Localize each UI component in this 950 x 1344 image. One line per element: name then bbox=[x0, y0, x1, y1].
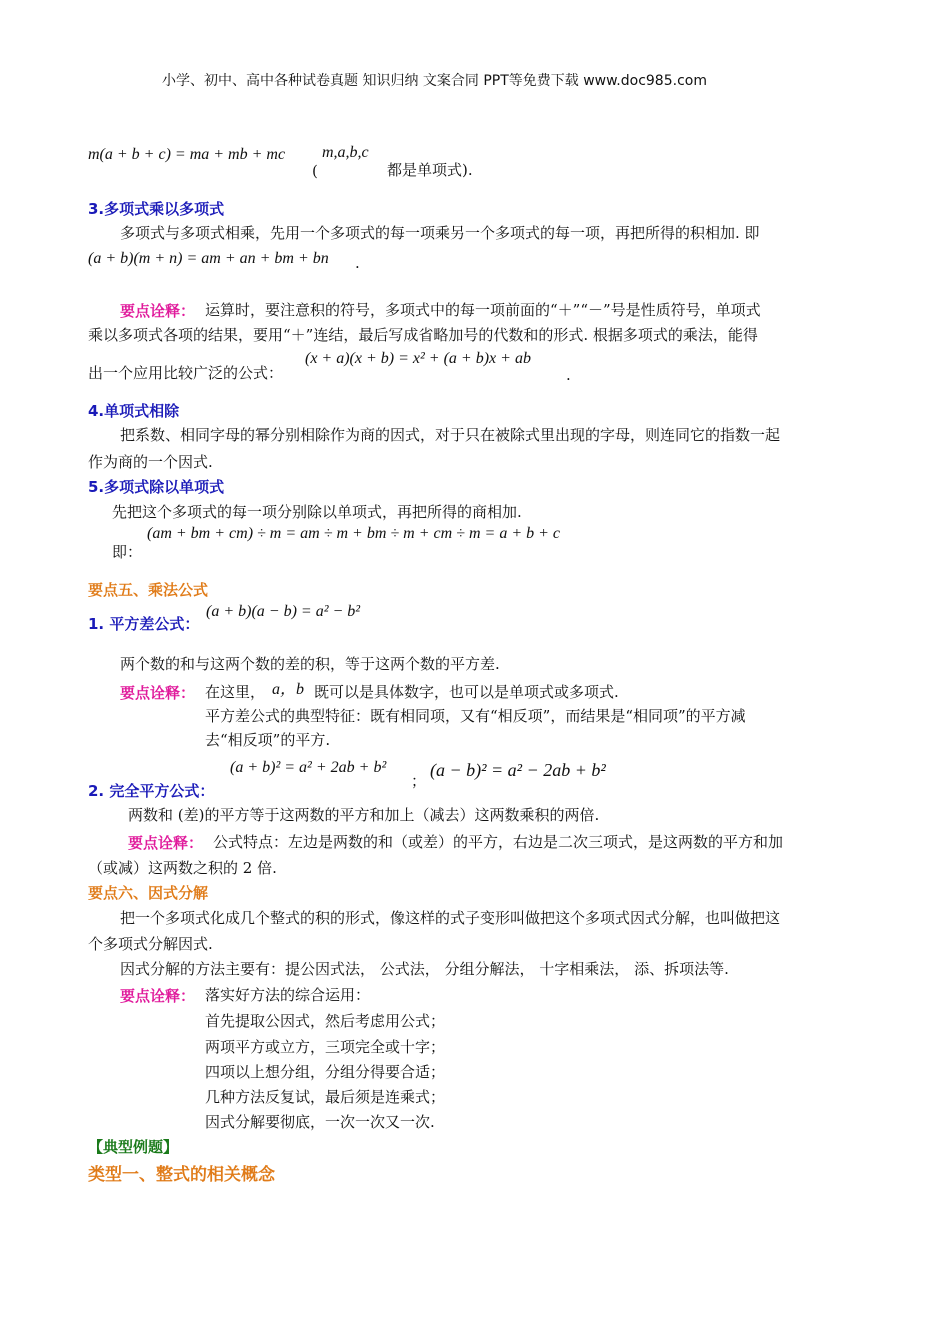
f1-note-line-1a: 在这里， bbox=[205, 683, 266, 701]
period: . bbox=[355, 254, 360, 272]
difference-of-squares-title: 1. 平方差公式： bbox=[88, 615, 200, 633]
section-3-text: 多项式与多项式相乘，先用一个多项式的每一项乘另一个多项式的每一项，再把所得的积相加. 即 bbox=[120, 224, 760, 242]
section-5-title: 5.多项式除以单项式 bbox=[88, 478, 225, 496]
section-3-formula: (a + b)(m + n) = am + an + bm + bn bbox=[88, 250, 329, 267]
f2-note-line-2: （或减）这两数之积的 2 倍. bbox=[88, 859, 277, 877]
f2-note-line-1: 公式特点：左边是两数的和（或差）的平方，右边是二次三项式，是这两数的平方和加 bbox=[213, 833, 784, 851]
f1-note-line-2: 平方差公式的典型特征：既有相同项，又有“相反项”，而结果是“相同项”的平方减 bbox=[205, 707, 746, 725]
key-note-label: 要点诠释： bbox=[120, 684, 196, 702]
key-note-label: 要点诠释： bbox=[128, 834, 204, 852]
key-note-label: 要点诠释： bbox=[120, 302, 196, 320]
factoring-rhyme-line: 几种方法反复试，最后须是连乘式； bbox=[205, 1088, 446, 1106]
section-4-text-line-1: 把系数、相同字母的幂分别相除作为商的因式，对于只在被除式里出现的字母，则连同它的指数一起 bbox=[120, 426, 781, 444]
variables-monomials: m,a,b,c bbox=[322, 144, 369, 161]
page-header: 小学、初中、高中各种试卷真题 知识归纳 文案合同 PPT等免费下载 www.doc985.com bbox=[162, 73, 707, 89]
perfect-square-text: 两数和 (差)的平方等于这两数的平方和加上（减去）这两数乘积的两倍. bbox=[128, 806, 600, 824]
section-4-title: 4.单项式相除 bbox=[88, 402, 180, 420]
factoring-text-line-1: 把一个多项式化成几个整式的积的形式，像这样的式子变形叫做把这个多项式因式分解，也叫做把这 bbox=[120, 909, 781, 927]
factoring-methods: 因式分解的方法主要有：提公因式法， 公式法， 分组分解法， 十字相乘法， 添、拆项法等. bbox=[120, 960, 729, 978]
perfect-square-sum-formula: (a + b)² = a² + 2ab + b² bbox=[230, 759, 387, 776]
key-note-label: 要点诠释： bbox=[120, 987, 196, 1005]
factoring-rhyme-line: 四项以上想分组，分组分得要合适； bbox=[205, 1063, 446, 1081]
section-5-ji: 即： bbox=[112, 543, 143, 561]
factoring-note: 落实好方法的综合运用： bbox=[205, 986, 371, 1004]
perfect-square-diff-formula: (a − b)² = a² − 2ab + b² bbox=[430, 760, 606, 780]
difference-of-squares-formula: (a + b)(a − b) = a² − b² bbox=[206, 603, 361, 620]
typical-examples-title: 【典型例题】 bbox=[88, 1138, 179, 1156]
formula-monomial-times-polynomial: m(a + b + c) = ma + mb + mc bbox=[88, 146, 286, 163]
f1-note-line-3: 去“相反项”的平方. bbox=[205, 731, 331, 749]
difference-of-squares-text: 两个数的和与这两个数的差的积，等于这两个数的平方差. bbox=[120, 655, 500, 673]
factoring-text-line-2: 个多项式分解因式. bbox=[88, 935, 213, 953]
section-3-note-line-1: 运算时，要注意积的符号，多项式中的每一项前面的“＋”“－”号是性质符号，单项式 bbox=[205, 301, 761, 319]
factoring-rhyme-line: 两项平方或立方，三项完全或十字； bbox=[205, 1038, 446, 1056]
section-3-note-line-2: 乘以多项式各项的结果，要用“＋”连结，最后写成省略加号的代数和的形式. 根据多项式的乘法，能得 bbox=[88, 326, 758, 344]
key-point-5-title: 要点五、乘法公式 bbox=[88, 581, 209, 599]
section-4-text-line-2: 作为商的一个因式. bbox=[88, 453, 213, 471]
f1-note-vars: a，b bbox=[272, 681, 305, 698]
section-5-formula: (am + bm + cm) ÷ m = am ÷ m + bm ÷ m + cm ÷ m = a + b + c bbox=[147, 525, 561, 542]
section-3-note-line-3: 出一个应用比较广泛的公式： bbox=[88, 364, 284, 382]
semicolon: ； bbox=[411, 772, 427, 790]
key-point-6-title: 要点六、因式分解 bbox=[88, 884, 209, 902]
period: . bbox=[566, 366, 571, 384]
factoring-rhyme-line: 因式分解要彻底，一次一次又一次. bbox=[205, 1113, 435, 1131]
note-monomials: 都是单项式). bbox=[387, 161, 473, 179]
section-5-text: 先把这个多项式的每一项分别除以单项式，再把所得的商相加. bbox=[112, 503, 522, 521]
paren-open: ( bbox=[312, 162, 318, 180]
f1-note-line-1b: 既可以是具体数字，也可以是单项式或多项式. bbox=[314, 683, 619, 701]
type-1-title: 类型一、整式的相关概念 bbox=[88, 1165, 275, 1185]
section-3-title: 3.多项式乘以多项式 bbox=[88, 200, 225, 218]
perfect-square-title: 2. 完全平方公式： bbox=[88, 782, 215, 800]
section-3-general-formula: (x + a)(x + b) = x² + (a + b)x + ab bbox=[305, 350, 531, 367]
factoring-rhyme-line: 首先提取公因式，然后考虑用公式； bbox=[205, 1012, 446, 1030]
